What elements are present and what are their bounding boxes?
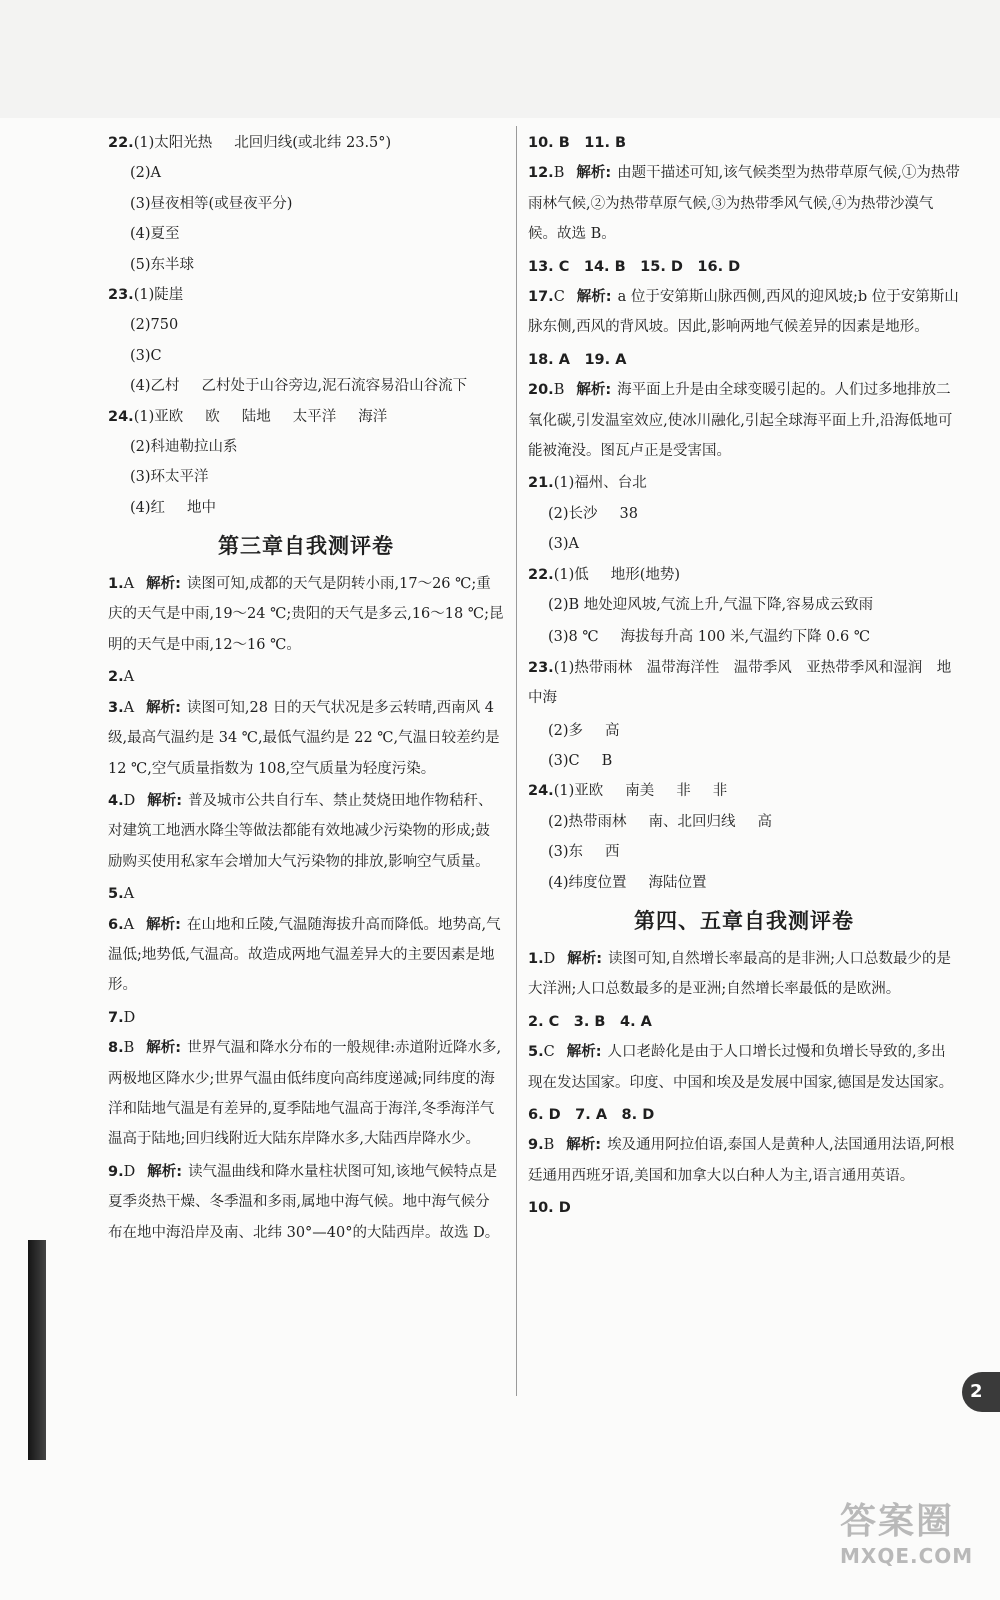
answer-24-line1: 24.(1)亚欧 南美 非 非 — [528, 783, 728, 800]
q23-line4: (4)乙村 乙村处于山谷旁边,泥石流容易沿山谷流下 — [130, 378, 468, 395]
answer-23-line3: (3)C B — [548, 752, 613, 769]
chapter3-heading: 第三章自我测评卷 — [218, 534, 394, 559]
answer-22-line1: 22.(1)低 地形(地势) — [528, 566, 681, 583]
answer-24-line4: (4)纬度位置 海陆位置 — [548, 874, 707, 891]
answer-22-line3: (3)8 ℃ 海拔每升高 100 米,气温约下降 0.6 ℃ — [548, 629, 871, 646]
answer-8: 8.B 解析: 世界气温和降水分布的一般规律:赤道附近降水多,两极地区降水少;世界气温由低纬度向高纬度递减;同纬度的海洋和陆地气温是有差异的,夏季陆地气温高于海洋,冬季海洋气温高于陆地;回归线附近大陆东岸降水多,大陆西岸降水少。 — [108, 1040, 502, 1148]
answer-21-line2: (2)长沙 38 — [548, 505, 638, 522]
answer-9: 9.D 解析: 读气温曲线和降水量柱状图可知,该地气候特点是夏季炎热干燥、冬季温和多雨,属地中海气候。地中海气候分布在地中海沿岸及南、北纬 30°—40°的大陆西岸。故选 D。 — [108, 1163, 500, 1241]
answers-13-16: 13. C 14. B 15. D 16. D — [528, 258, 741, 275]
answers-10-11: 10. B 11. B — [528, 135, 627, 151]
answers-18-19: 18. A 19. A — [528, 351, 627, 368]
answer-24-line2: (2)热带雨林 南、北回归线 高 — [548, 813, 773, 830]
answer-17: 17.C 解析: a 位于安第斯山脉西侧,西风的迎风坡;b 位于安第斯山脉东侧,西风的背风坡。因此,影响两地气候差异的因素是地形。 — [528, 289, 959, 336]
answer-21-line1: 21.(1)福州、台北 — [528, 475, 647, 492]
left-column — [108, 128, 504, 1250]
answers-s6-s8: 6. D 7. A 8. D — [528, 1106, 655, 1123]
answer-21-line3: (3)A — [548, 536, 580, 553]
answer-12: 12.B 解析: 由题干描述可知,该气候类型为热带草原气候,①为热带雨林气候,②为热带草原气候,③为热带季风气候,④为热带沙漠气候。故选 B。 — [528, 165, 960, 243]
answer-s5: 5.C 解析: 人口老龄化是由于人口增长过慢和负增长导致的,多出现在发达国家。印度、中国和埃及是发展中国家,德国是发达国家。 — [528, 1044, 954, 1091]
chapter45-heading: 第四、五章自我测评卷 — [634, 908, 854, 933]
right-column — [528, 128, 960, 1224]
q22-line4: (4)夏至 — [130, 226, 180, 243]
column-divider — [516, 126, 517, 1396]
q22-line5: (5)东半球 — [130, 256, 195, 273]
answer-23-line1: 23.(1)热带雨林 温带海洋性 温带季风 亚热带季风和湿润 地中海 — [528, 659, 952, 707]
answer-s9: 9.B 解析: 埃及通用阿拉伯语,泰国人是黄种人,法国通用法语,阿根廷通用西班牙语,美国和加拿大以白种人为主,语言通用英语。 — [528, 1137, 955, 1184]
answer-3: 3.A 解析: 读图可知,28 日的天气状况是多云转晴,西南风 4 级,最高气温约是 34 ℃,最低气温约是 22 ℃,气温日较差约是 12 ℃,空气质量指数为 108,空气质量为轻度污染。 — [108, 699, 500, 777]
q23-line2: (2)750 — [130, 317, 179, 334]
q24-line3: (3)环太平洋 — [130, 469, 209, 486]
answer-1: 1.A 解析: 读图可知,成都的天气是阴转小雨,17～26 ℃;重庆的天气是中雨,19～24 ℃;贵阳的天气是多云,16～18 ℃;昆明的天气是中雨,12～16 ℃。 — [108, 576, 504, 653]
q22-line3: (3)昼夜相等(或昼夜平分) — [130, 195, 293, 212]
q24-line1: 24.(1)亚欧 欧 陆地 太平洋 海洋 — [108, 408, 388, 425]
answer-s10: 10. D — [528, 1200, 571, 1217]
q22-line2: (2)A — [130, 165, 162, 182]
answer-6: 6.A 解析: 在山地和丘陵,气温随海拔升高而降低。地势高,气温低;地势低,气温高。故造成两地气温差异大的主要因素是地形。 — [108, 916, 501, 994]
answer-4: 4.D 解析: 普及城市公共自行车、禁止焚烧田地作物秸秆、对建筑工地洒水降尘等做法都能有效地减少污染物的形成;鼓励购买使用私家车会增加大气污染物的排放,影响空气质量。 — [108, 792, 493, 870]
page-edge-shadow — [28, 1240, 46, 1460]
page-number: 2 — [962, 1372, 1000, 1412]
answer-22-line2: (2)B 地处迎风坡,气流上升,气温下降,容易成云致雨 — [548, 596, 874, 613]
answer-24-line3: (3)东 西 — [548, 844, 620, 861]
answer-5: 5.A — [108, 886, 135, 903]
q24-line2: (2)科迪勒拉山系 — [130, 438, 238, 455]
watermark: 答案圈 MXQE.COM — [840, 1501, 974, 1568]
answer-s1: 1.D 解析: 读图可知,自然增长率最高的是非洲;人口总数最少的是大洋洲;人口总数最多的是亚洲;自然增长率最低的是欧洲。 — [528, 950, 952, 998]
answer-23-line2: (2)多 高 — [548, 722, 620, 739]
q23-line1: 23.(1)陡崖 — [108, 286, 184, 303]
q24-line4: (4)红 地中 — [130, 499, 217, 516]
answer-7: 7.D — [108, 1009, 136, 1026]
answers-s2-s4: 2. C 3. B 4. A — [528, 1013, 652, 1030]
q22-line1: 22.(1)太阳光热 北回归线(或北纬 23.5°) — [108, 135, 392, 151]
q23-line3: (3)C — [130, 347, 162, 364]
top-margin — [0, 0, 1000, 118]
answer-2: 2.A — [108, 669, 135, 686]
answer-20: 20.B 解析: 海平面上升是由全球变暖引起的。人们过多地排放二氧化碳,引发温室效应,使冰川融化,引起全球海平面上升,沿海低地可能被淹没。图瓦卢正是受害国。 — [528, 382, 953, 460]
